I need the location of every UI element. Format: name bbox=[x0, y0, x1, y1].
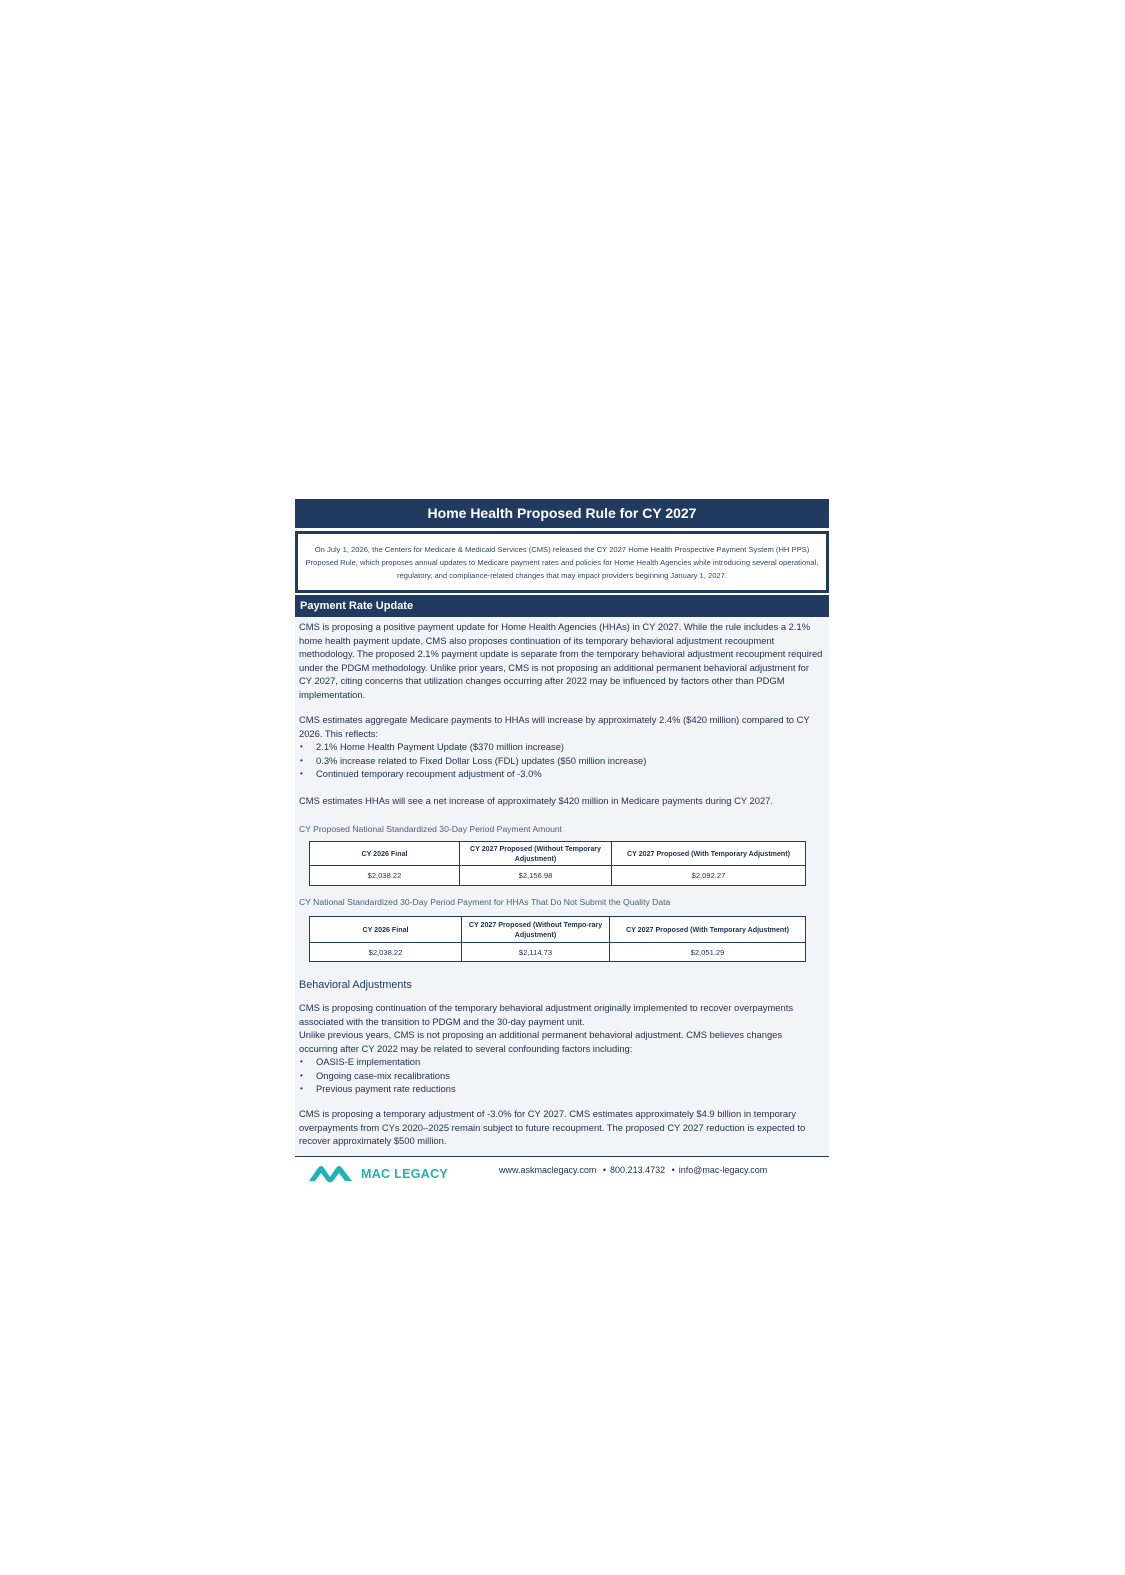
mac-legacy-logo bbox=[307, 1164, 448, 1184]
list-item: • OASIS-E implementation bbox=[299, 1055, 823, 1069]
payment-paragraph-3: CMS estimates HHAs will see a net increase of approximately $420 million in Medicare payments during CY 2027. bbox=[299, 795, 774, 806]
table-cell: $2,051.29 bbox=[610, 943, 806, 962]
table-header: CY 2027 Proposed (Without Temporary Adjustment) bbox=[460, 842, 612, 866]
separator: • bbox=[671, 1165, 675, 1175]
list-item: • 0.3% increase related to Fixed Dollar Loss (FDL) updates ($50 million increase) bbox=[299, 754, 823, 768]
behavioral-paragraph-1: CMS is proposing continuation of the temporary behavioral adjustment originally implemented to recover overpayments associated with the transition to PDGM and the 30-day payment unit. bbox=[299, 1002, 794, 1027]
behavioral-paragraph-2: Unlike previous years, CMS is not proposing an additional permanent behavioral adjustment. CMS believes changes occurring after CY 2022 may be related to several confounding factors including: bbox=[299, 1029, 783, 1054]
table-cell: $2,156.98 bbox=[460, 866, 612, 886]
payment-bullet-list bbox=[299, 740, 823, 781]
logo-text: MAC LEGACY bbox=[361, 1167, 449, 1181]
behavioral-section-heading: Behavioral Adjustments bbox=[299, 979, 412, 991]
table-header: CY 2027 Proposed (With Temporary Adjustment) bbox=[610, 917, 806, 943]
intro-box bbox=[295, 531, 829, 593]
mac-legacy-logo-icon bbox=[307, 1164, 355, 1184]
table-header: CY 2026 Final bbox=[310, 842, 460, 866]
website-link[interactable]: www.askmaclegacy.com bbox=[499, 1165, 597, 1175]
payment-estimate-block bbox=[299, 713, 823, 781]
table-cell: $2,038.22 bbox=[310, 943, 462, 962]
list-item: • 2.1% Home Health Payment Update ($370 million increase) bbox=[299, 740, 823, 754]
payment-paragraph-1: CMS is proposing a positive payment update for Home Health Agencies (HHAs) in CY 2027. While the rule includes a 2.1% home health payment update, CMS also proposes continuation of its temporary behavioral adjustment recoupment methodology. The proposed 2.1% payment update is separate from the temporary behavioral adjustment recoupment required under the PDGM methodology. Unlike prior years, CMS is not proposing an additional permanent behavioral adjustment for CY 2027, citing concerns that utilization changes occurring after 2022 may be influenced by factors other than PDGM implementation. bbox=[299, 621, 823, 700]
list-item: • Ongoing case-mix recalibrations bbox=[299, 1069, 823, 1083]
payment-table-2 bbox=[309, 916, 806, 962]
behavioral-bullet-list bbox=[299, 1055, 823, 1096]
table-row bbox=[310, 943, 806, 962]
table2-caption: CY National Standardized 30-Day Period Payment for HHAs That Do Not Submit the Quality Data bbox=[299, 897, 671, 907]
table-cell: $2,038.22 bbox=[310, 866, 460, 886]
table-row bbox=[310, 866, 806, 886]
intro-text: On July 1, 2026, the Centers for Medicare & Medicaid Services (CMS) released the CY 2027 Home Health Prospective Payment System (HH PPS) Proposed Rule, which proposes annual updates to Medicare payment rates and policies for Home Health Agencies while introducing several operational, regulatory, and compliance-related changes that may impact providers beginning January 1, 2027. bbox=[305, 544, 819, 580]
table-header: CY 2026 Final bbox=[310, 917, 462, 943]
table-header: CY 2027 Proposed (Without Tempo-rary Adjustment) bbox=[462, 917, 610, 943]
phone-number[interactable]: 800.213.4732 bbox=[610, 1165, 666, 1175]
table1-caption: CY Proposed National Standardized 30-Day Period Payment Amount bbox=[299, 824, 563, 834]
table-header: CY 2027 Proposed (With Temporary Adjustment) bbox=[612, 842, 806, 866]
document-title: Home Health Proposed Rule for CY 2027 bbox=[295, 499, 829, 528]
table-cell: $2,092.27 bbox=[612, 866, 806, 886]
payment-section-heading: Payment Rate Update bbox=[295, 595, 829, 617]
contact-line bbox=[499, 1165, 767, 1175]
behavioral-paragraph-3: CMS is proposing a temporary adjustment of -3.0% for CY 2027. CMS estimates approximately $4.9 billion in temporary overpayments from CYs 2020–2025 remain subject to future recoupment. The proposed CY 2027 reduction is expected to recover approximately $500 million. bbox=[299, 1108, 806, 1146]
payment-paragraph-2: CMS estimates aggregate Medicare payments to HHAs will increase by approximately 2.4% ($420 million) compared to CY 2026. This reflects: bbox=[299, 714, 810, 739]
list-item: • Previous payment rate reductions bbox=[299, 1082, 823, 1096]
email-link[interactable]: info@mac-legacy.com bbox=[678, 1165, 768, 1175]
table-cell: $2,114.73 bbox=[462, 943, 610, 962]
page-footer bbox=[295, 1160, 829, 1190]
behavioral-block bbox=[299, 1001, 823, 1096]
separator: • bbox=[602, 1165, 607, 1175]
content-panel bbox=[295, 617, 829, 1157]
payment-table-1 bbox=[309, 841, 806, 886]
list-item: • Continued temporary recoupment adjustment of -3.0% bbox=[299, 767, 823, 781]
